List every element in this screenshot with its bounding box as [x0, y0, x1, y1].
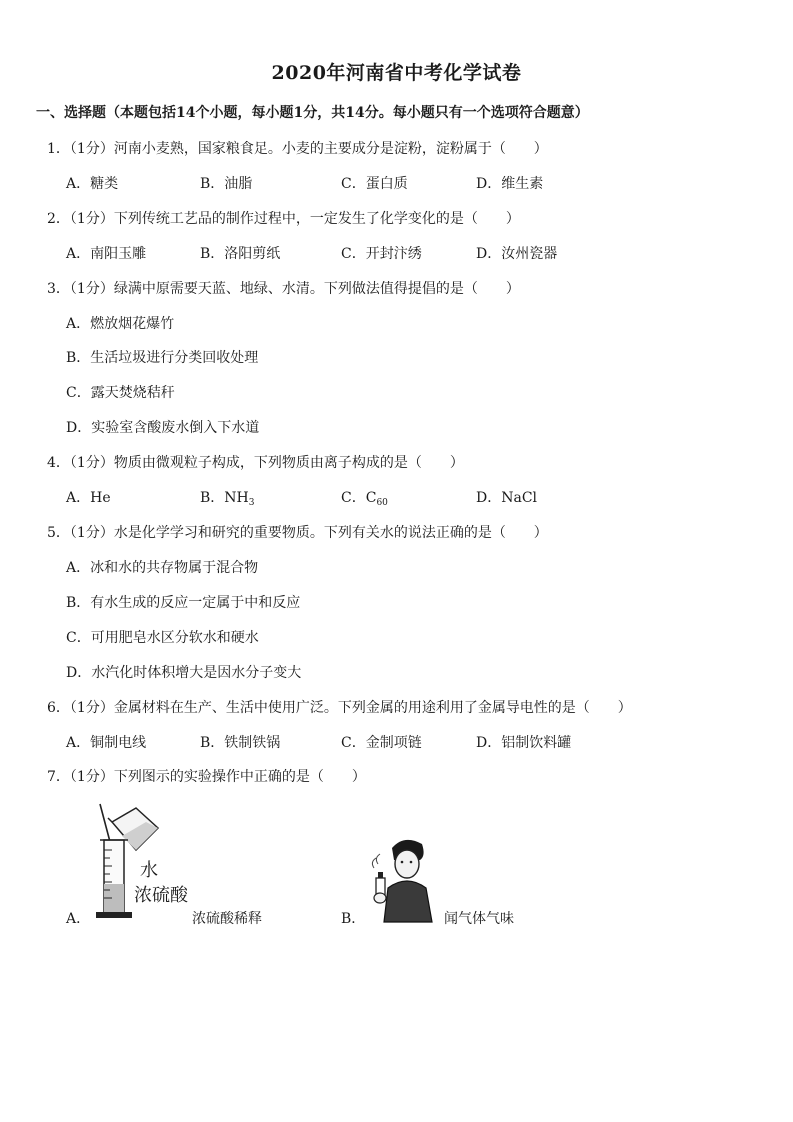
option-text: C．C [341, 490, 377, 506]
label-water: 水 [140, 860, 158, 881]
section-heading: 一、选择题（本题包括14个小题，每小题1分，共14分。每小题只有一个选项符合题意） [36, 105, 589, 121]
question-5-option-d[interactable]: D．水汽化时体积增大是因水分子变大 [66, 665, 302, 681]
question-6-option-b[interactable]: B．铁制铁锅 [200, 735, 281, 751]
subscript: 60 [376, 498, 388, 508]
question-6-option-c[interactable]: C．金制项链 [341, 735, 422, 751]
question-3-option-c[interactable]: C．露天焚烧秸秆 [66, 385, 175, 401]
question-5-option-b[interactable]: B．有水生成的反应一定属于中和反应 [66, 595, 301, 611]
question-1-option-c[interactable]: C．蛋白质 [341, 176, 408, 192]
figure-b-caption: 闻气体气味 [444, 911, 514, 927]
person-smelling-figure [364, 834, 444, 924]
question-3-option-a[interactable]: A．燃放烟花爆竹 [66, 316, 175, 332]
face [395, 850, 419, 878]
question-5-option-a[interactable]: A．冰和水的共存物属于混合物 [66, 560, 259, 576]
question-1-stem: 1．（1分）河南小麦熟，国家粮食足。小麦的主要成分是淀粉，淀粉属于（ ） [47, 141, 548, 157]
question-2-option-c[interactable]: C．开封汴绣 [341, 246, 422, 262]
question-2-stem: 2．（1分）下列传统工艺品的制作过程中，一定发生了化学变化的是（ ） [47, 211, 520, 227]
label-concentrated-acid: 浓硫酸 [134, 885, 188, 906]
question-5-stem: 5．（1分）水是化学学习和研究的重要物质。下列有关水的说法正确的是（ ） [47, 525, 548, 541]
option-text: B．NH [200, 490, 249, 506]
question-3-option-d[interactable]: D．实验室含酸废水倒入下水道 [66, 420, 260, 436]
question-3-stem: 3．（1分）绿满中原需要天蓝、地绿、水清。下列做法值得提倡的是（ ） [47, 281, 520, 297]
question-1-option-b[interactable]: B．油脂 [200, 176, 253, 192]
question-6-option-d[interactable]: D．铝制饮料罐 [476, 735, 572, 751]
figure-a-caption: 浓硫酸稀释 [192, 911, 262, 927]
subscript: 3 [248, 498, 255, 508]
page-title: 2020年河南省中考化学试卷 [271, 62, 522, 84]
question-4-option-b[interactable] [200, 487, 254, 508]
question-2-option-b[interactable]: B．洛阳剪纸 [200, 246, 281, 262]
option-text: D．NaCl [476, 490, 538, 506]
question-1-option-d[interactable]: D．维生素 [476, 176, 544, 192]
question-2-option-a[interactable]: A．南阳玉雕 [66, 246, 147, 262]
question-4-option-a[interactable] [66, 487, 111, 507]
question-4-stem: 4．（1分）物质由微观粒子构成，下列物质由离子构成的是（ ） [47, 455, 464, 471]
question-6-stem: 6．（1分）金属材料在生产、生活中使用广泛。下列金属的用途利用了金属导电性的是（ ） [47, 700, 632, 716]
question-7-option-b[interactable]: B． [341, 911, 366, 927]
question-5-option-c[interactable]: C．可用肥皂水区分软水和硬水 [66, 630, 259, 646]
question-4-option-d[interactable] [476, 487, 537, 507]
question-4-option-c[interactable] [341, 487, 388, 508]
question-7-option-a[interactable]: A． [66, 911, 91, 927]
option-text: A．He [66, 490, 111, 506]
question-7-stem: 7．（1分）下列图示的实验操作中正确的是（ ） [47, 769, 366, 785]
question-6-option-a[interactable]: A．铜制电线 [66, 735, 147, 751]
question-3-option-b[interactable]: B．生活垃圾进行分类回收处理 [66, 350, 259, 366]
question-2-option-d[interactable]: D．汝州瓷器 [476, 246, 558, 262]
question-1-option-a[interactable]: A．糖类 [66, 176, 119, 192]
body [384, 881, 432, 922]
